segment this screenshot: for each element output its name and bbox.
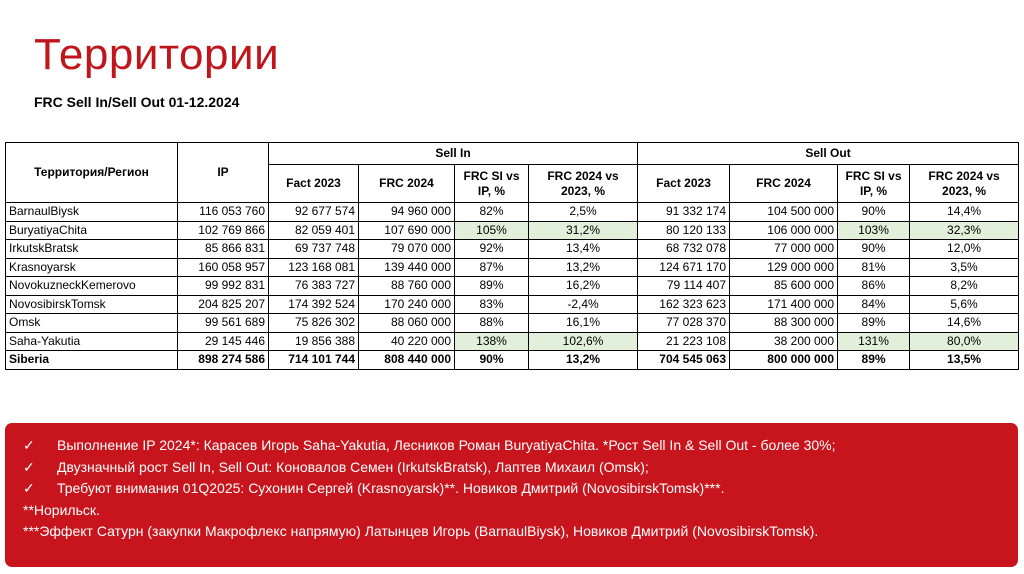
cell-so-growth: 12,0% — [910, 240, 1019, 259]
check-icon: ✓ — [23, 458, 35, 475]
cell-si-growth: 16,1% — [529, 314, 638, 333]
cell-so-frc: 38 200 000 — [730, 332, 838, 351]
check-icon: ✓ — [23, 480, 35, 496]
cell-so-growth: 5,6% — [910, 295, 1019, 314]
note-text: Двузначный рост Sell In, Sell Out: Коновалов Семен (IrkutskBratsk), Лаптев Михаил (Omsk); — [57, 458, 649, 475]
cell-si-growth: 16,2% — [529, 277, 638, 296]
cell-ip: 898 274 586 — [178, 351, 269, 370]
cell-region: Siberia — [6, 351, 178, 370]
cell-so-fact: 21 223 108 — [638, 332, 730, 351]
cell-so-fact: 79 114 407 — [638, 277, 730, 296]
cell-si-frc: 79 070 000 — [359, 240, 455, 259]
cell-so-frc: 77 000 000 — [730, 240, 838, 259]
table-row — [6, 277, 1019, 296]
cell-ip: 29 145 446 — [178, 332, 269, 351]
table-row — [6, 332, 1019, 351]
table-row — [6, 258, 1019, 277]
cell-si-frc: 40 220 000 — [359, 332, 455, 351]
cell-so-frc: 129 000 000 — [730, 258, 838, 277]
cell-si-growth: -2,4% — [529, 295, 638, 314]
cell-ip: 99 561 689 — [178, 314, 269, 333]
cell-si-fact: 82 059 401 — [269, 221, 359, 240]
cell-si-growth: 31,2% — [529, 221, 638, 240]
table-row — [6, 314, 1019, 333]
table-row — [6, 240, 1019, 259]
cell-si-frc: 88 760 000 — [359, 277, 455, 296]
cell-so-growth: 80,0% — [910, 332, 1019, 351]
table-row — [6, 221, 1019, 240]
cell-si-frc: 808 440 000 — [359, 351, 455, 370]
check-icon: ✓ — [23, 437, 35, 453]
cell-si-pct: 83% — [455, 295, 529, 314]
cell-si-frc: 107 690 000 — [359, 221, 455, 240]
cell-so-frc: 106 000 000 — [730, 221, 838, 240]
sell-in-out-table — [5, 142, 1019, 370]
table-row — [6, 203, 1019, 222]
note-text: Выполнение IP 2024*: Карасев Игорь Saha-Yakutia, Лесников Роман BuryatiyaChita. *Рост Sell In & Sell Out - более 30%; — [57, 437, 836, 453]
cell-region: IrkutskBratsk — [6, 240, 178, 259]
cell-so-growth: 3,5% — [910, 258, 1019, 277]
note-item — [23, 457, 1018, 479]
table-body — [6, 203, 1019, 370]
cell-so-pct: 89% — [838, 351, 910, 370]
cell-si-pct: 87% — [455, 258, 529, 277]
header-si-fact-2023: Fact 2023 — [269, 165, 359, 203]
cell-so-fact: 162 323 623 — [638, 295, 730, 314]
cell-ip: 102 769 866 — [178, 221, 269, 240]
cell-si-frc: 139 440 000 — [359, 258, 455, 277]
footnote: ***Эффект Сатурн (закупки Макрофлекс напрямую) Латынцев Игорь (BarnaulBiysk), Новиков Дмитрий (NovosibirskTomsk). — [23, 523, 819, 539]
cell-so-fact: 124 671 170 — [638, 258, 730, 277]
cell-so-fact: 80 120 133 — [638, 221, 730, 240]
header-ip: IP — [178, 143, 269, 203]
cell-si-growth: 102,6% — [529, 332, 638, 351]
header-sell-in: Sell In — [269, 143, 638, 165]
table-row-total — [6, 351, 1019, 370]
cell-si-fact: 174 392 524 — [269, 295, 359, 314]
cell-region: NovokuzneckKemerovo — [6, 277, 178, 296]
header-so-frc-2024: FRC 2024 — [730, 165, 838, 203]
header-so-frc-vs-ip: FRC SI vs IP, % — [838, 165, 910, 203]
header-so-frc-vs-2023: FRC 2024 vs 2023, % — [910, 165, 1019, 203]
cell-so-frc: 104 500 000 — [730, 203, 838, 222]
cell-si-fact: 19 856 388 — [269, 332, 359, 351]
cell-ip: 99 992 831 — [178, 277, 269, 296]
slide-title: Территории — [34, 30, 280, 79]
cell-si-fact: 69 737 748 — [269, 240, 359, 259]
cell-si-fact: 76 383 727 — [269, 277, 359, 296]
cell-so-growth: 8,2% — [910, 277, 1019, 296]
header-region: Территория/Регион — [6, 143, 178, 203]
cell-si-frc: 94 960 000 — [359, 203, 455, 222]
cell-si-frc: 88 060 000 — [359, 314, 455, 333]
cell-region: Krasnoyarsk — [6, 258, 178, 277]
cell-si-pct: 82% — [455, 203, 529, 222]
cell-si-pct: 88% — [455, 314, 529, 333]
header-so-fact-2023: Fact 2023 — [638, 165, 730, 203]
cell-so-growth: 13,5% — [910, 351, 1019, 370]
header-sell-out: Sell Out — [638, 143, 1019, 165]
header-si-frc-2024: FRC 2024 — [359, 165, 455, 203]
cell-si-fact: 92 677 574 — [269, 203, 359, 222]
cell-si-fact: 123 168 081 — [269, 258, 359, 277]
cell-region: Omsk — [6, 314, 178, 333]
note-text: Требуют внимания 01Q2025: Сухонин Сергей (Krasnoyarsk)**. Новиков Дмитрий (NovosibirskTomsk)***. — [57, 480, 725, 496]
cell-si-frc: 170 240 000 — [359, 295, 455, 314]
cell-ip: 85 866 831 — [178, 240, 269, 259]
cell-so-growth: 32,3% — [910, 221, 1019, 240]
cell-ip: 204 825 207 — [178, 295, 269, 314]
cell-si-fact: 75 826 302 — [269, 314, 359, 333]
note-item — [23, 478, 1018, 500]
cell-so-pct: 89% — [838, 314, 910, 333]
table-subtitle: FRC Sell In/Sell Out 01-12.2024 — [34, 94, 240, 110]
cell-si-growth: 13,4% — [529, 240, 638, 259]
cell-si-pct: 92% — [455, 240, 529, 259]
cell-so-fact: 68 732 078 — [638, 240, 730, 259]
footnote: **Норильск. — [23, 501, 100, 518]
cell-ip: 116 053 760 — [178, 203, 269, 222]
cell-so-fact: 704 545 063 — [638, 351, 730, 370]
cell-so-pct: 90% — [838, 240, 910, 259]
cell-so-pct: 131% — [838, 332, 910, 351]
cell-si-pct: 138% — [455, 332, 529, 351]
cell-region: NovosibirskTomsk — [6, 295, 178, 314]
cell-so-pct: 84% — [838, 295, 910, 314]
cell-so-growth: 14,6% — [910, 314, 1019, 333]
table-row — [6, 295, 1019, 314]
cell-si-pct: 90% — [455, 351, 529, 370]
header-si-frc-vs-2023: FRC 2024 vs 2023, % — [529, 165, 638, 203]
cell-so-fact: 77 028 370 — [638, 314, 730, 333]
cell-ip: 160 058 957 — [178, 258, 269, 277]
cell-so-growth: 14,4% — [910, 203, 1019, 222]
cell-so-frc: 85 600 000 — [730, 277, 838, 296]
cell-so-pct: 103% — [838, 221, 910, 240]
cell-region: Saha-Yakutia — [6, 332, 178, 351]
cell-si-growth: 13,2% — [529, 258, 638, 277]
cell-so-frc: 88 300 000 — [730, 314, 838, 333]
cell-si-pct: 89% — [455, 277, 529, 296]
cell-region: BuryatiyaChita — [6, 221, 178, 240]
notes-panel — [5, 423, 1018, 567]
cell-si-pct: 105% — [455, 221, 529, 240]
cell-region: BarnaulBiysk — [6, 203, 178, 222]
cell-so-pct: 86% — [838, 277, 910, 296]
cell-si-growth: 2,5% — [529, 203, 638, 222]
cell-so-pct: 81% — [838, 258, 910, 277]
cell-si-growth: 13,2% — [529, 351, 638, 370]
header-si-frc-vs-ip: FRC SI vs IP, % — [455, 165, 529, 203]
cell-so-fact: 91 332 174 — [638, 203, 730, 222]
cell-so-pct: 90% — [838, 203, 910, 222]
cell-so-frc: 171 400 000 — [730, 295, 838, 314]
cell-si-fact: 714 101 744 — [269, 351, 359, 370]
cell-so-frc: 800 000 000 — [730, 351, 838, 370]
note-item — [23, 435, 1018, 457]
